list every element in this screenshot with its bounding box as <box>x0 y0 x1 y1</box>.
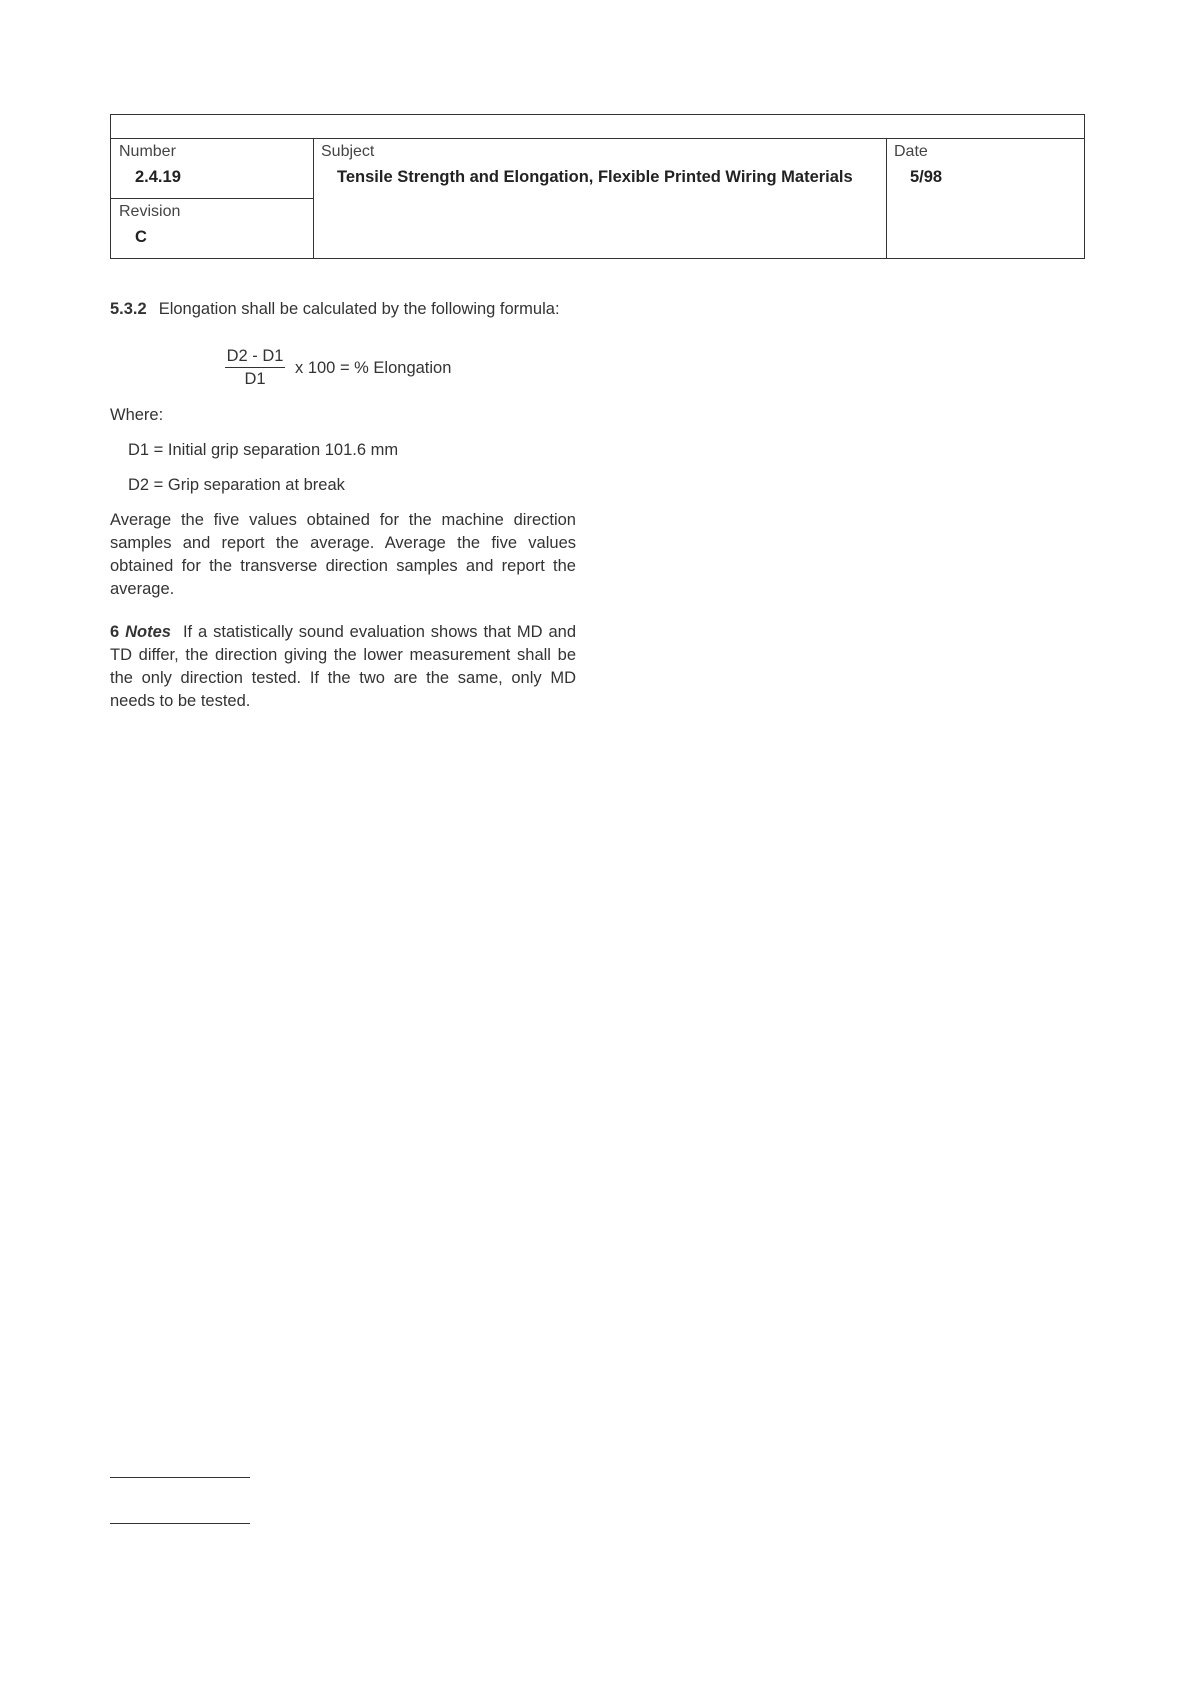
notes-number: 6 <box>110 623 120 641</box>
subject-cell <box>313 138 887 258</box>
notes-text: If a statistically sound evaluation shows that MD and TD differ, the direction giving the lower measurement shall be the only direction tested. If the two are the same, only MD needs to be tested. <box>110 623 576 710</box>
revision-value: C <box>135 228 147 246</box>
date-label: Date <box>894 143 928 160</box>
formula-numerator: D2 - D1 <box>225 346 285 368</box>
footnote-rule-2 <box>110 1523 250 1524</box>
section-number: 5.3.2 <box>110 300 147 318</box>
footnote-rule-1 <box>110 1477 250 1478</box>
date-cell <box>886 138 1084 258</box>
section-5-3-2 <box>110 298 576 321</box>
main-content <box>110 298 576 713</box>
formula-fraction <box>225 346 285 389</box>
document-header <box>110 114 1085 259</box>
notes-heading <box>110 623 171 641</box>
where-label: Where: <box>110 406 164 424</box>
definition-d1: D1 = Initial grip separation 101.6 mm <box>128 441 399 459</box>
formula-denominator: D1 <box>244 370 266 388</box>
number-value: 2.4.19 <box>135 168 181 186</box>
subject-label: Subject <box>321 143 375 160</box>
formula-result: x 100 = % Elongation <box>295 359 452 377</box>
revision-label: Revision <box>119 203 181 220</box>
number-revision-column <box>111 138 314 258</box>
definition-d2: D2 = Grip separation at break <box>128 476 345 494</box>
number-cell <box>111 138 313 199</box>
number-label: Number <box>119 143 176 160</box>
section-text: Elongation shall be calculated by the following formula: <box>158 300 560 318</box>
notes-title: Notes <box>125 623 171 641</box>
date-value: 5/98 <box>910 168 943 186</box>
header-top-bar <box>111 115 1084 139</box>
notes-section <box>110 621 576 713</box>
average-paragraph: Average the five values obtained for the machine direction samples and report the average. Average the five values obtained for the transverse direction samples and report the average. <box>110 511 576 598</box>
elongation-formula <box>110 346 576 396</box>
subject-value: Tensile Strength and Elongation, Flexible Printed Wiring Materials <box>337 168 853 186</box>
revision-cell <box>111 198 313 258</box>
